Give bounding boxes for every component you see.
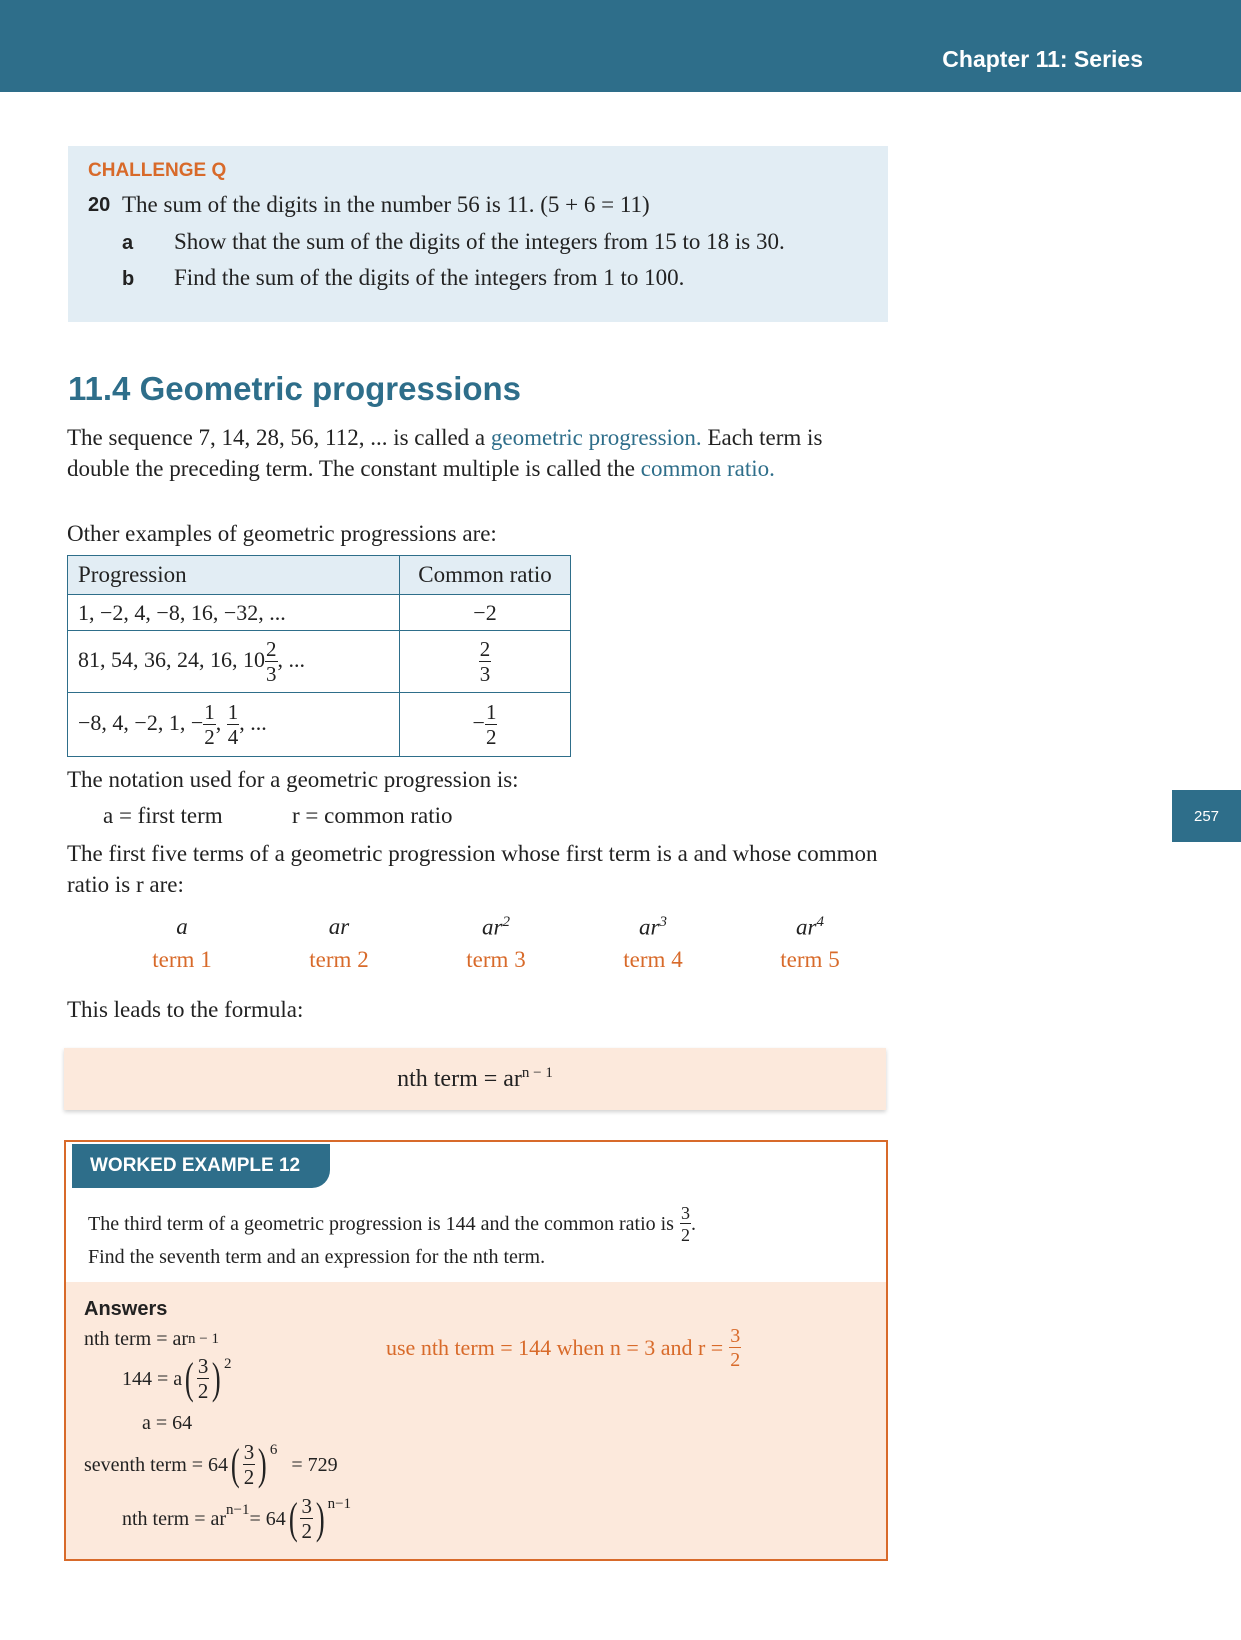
worked-example-note	[386, 1326, 741, 1370]
progressions-table	[67, 555, 571, 757]
term-expression	[122, 914, 242, 940]
math-text: nth term = ar	[122, 1507, 227, 1530]
term-expression	[750, 914, 870, 941]
denominator: 2	[204, 724, 215, 749]
numerator: 3	[197, 1354, 209, 1378]
left-paren: (	[288, 1494, 298, 1543]
term-base: ar	[639, 914, 660, 940]
answer-line	[122, 1496, 351, 1542]
table-header: Progression	[68, 556, 400, 595]
question-text: The third term of a geometric progression is 144 and the common ratio is	[88, 1213, 674, 1235]
term-exponent: 4	[816, 914, 824, 930]
progression-text: ,	[215, 709, 227, 735]
formula-exponent: n − 1	[521, 1065, 553, 1081]
numerator: 3	[680, 1203, 690, 1223]
math-exponent: 6	[269, 1442, 278, 1458]
math-text: = 729	[291, 1453, 338, 1476]
question-stem: The sum of the digits in the number 56 is 11. (5 + 6 = 11)	[122, 192, 650, 217]
keyword-geometric-progression: geometric progression.	[490, 425, 702, 450]
denominator: 2	[680, 1225, 690, 1245]
examples-intro: Other examples of geometric progressions are:	[67, 521, 497, 546]
answers-panel	[66, 1282, 886, 1559]
numerator: 2	[266, 636, 277, 661]
math-text: = 64	[249, 1507, 286, 1530]
term-base: ar	[482, 914, 503, 940]
math-text: nth term = ar	[84, 1328, 189, 1350]
fraction	[197, 1356, 210, 1402]
question-number: 20	[88, 194, 111, 216]
denominator: 2	[730, 1349, 741, 1371]
answer-line	[122, 1356, 231, 1402]
table-row	[68, 595, 571, 631]
period: .	[690, 1213, 696, 1235]
answer-line	[84, 1328, 219, 1351]
challenge-box	[68, 146, 888, 322]
numerator: 1	[227, 699, 239, 724]
table-row	[68, 693, 571, 757]
math-exponent: n−1	[327, 1496, 352, 1512]
term-expression	[593, 914, 713, 941]
part-text: Find the sum of the digits of the integers from 1 to 100.	[174, 265, 685, 290]
notation-a: a = first term	[103, 803, 223, 828]
term-label: term 2	[309, 947, 369, 972]
formula-box	[64, 1048, 886, 1110]
denominator: 2	[243, 1465, 255, 1489]
numerator: 2	[479, 636, 491, 661]
progression-text: −8, 4, −2, 1, −	[78, 709, 204, 735]
formula-text	[397, 1065, 553, 1093]
right-paren: )	[258, 1440, 267, 1489]
worked-example-title: WORKED EXAMPLE 12	[72, 1144, 330, 1188]
intro-text: The sequence 7, 14, 28, 56, 112, ... is called a	[67, 425, 491, 450]
challenge-title: CHALLENGE Q	[88, 160, 227, 181]
math-exponent: n − 1	[188, 1331, 219, 1347]
progression-text: , ...	[277, 646, 305, 672]
left-paren: (	[230, 1440, 240, 1489]
fraction	[227, 699, 240, 749]
right-paren: )	[212, 1354, 222, 1403]
term-expression	[436, 914, 556, 941]
keyword-common-ratio: common ratio.	[640, 456, 775, 481]
first-five-text: The first five terms of a geometric progression whose first term is a and whose common ratio is r are:	[67, 841, 878, 897]
progression-cell: 1, −2, 4, −8, 16, −32, ...	[68, 595, 400, 631]
ratio-cell	[400, 631, 571, 693]
term-label: term 4	[623, 947, 683, 972]
part-label: a	[122, 232, 134, 254]
fraction	[729, 1326, 741, 1370]
numerator: 3	[243, 1440, 255, 1464]
ratio-cell: −2	[400, 595, 571, 631]
numerator: 1	[485, 699, 497, 724]
term-base: ar	[796, 914, 817, 940]
page-number: 257	[1172, 790, 1241, 842]
term-exponent: 2	[502, 914, 510, 930]
denominator: 2	[197, 1379, 209, 1403]
denominator: 2	[301, 1519, 312, 1543]
progression-text: , ...	[239, 709, 267, 735]
right-paren: )	[315, 1494, 325, 1543]
fraction	[265, 636, 278, 686]
fraction	[485, 699, 498, 749]
section-title: 11.4 Geometric progressions	[68, 370, 522, 407]
notation-r: r = common ratio	[292, 803, 453, 828]
progression-cell	[68, 631, 400, 693]
math-text: 144 = a	[122, 1367, 183, 1390]
denominator: 2	[485, 724, 497, 749]
denominator: 3	[479, 661, 491, 686]
notation-intro: The notation used for a geometric progression is:	[67, 767, 519, 792]
intro-text: Each term is double the preceding term. The constant multiple is called the	[67, 425, 823, 481]
answers-title: Answers	[84, 1298, 168, 1320]
worked-example-question	[88, 1204, 696, 1270]
term-base: ar	[328, 914, 350, 939]
question-text: Find the seventh term and an expression for the nth term.	[88, 1246, 546, 1268]
numerator: 1	[204, 699, 215, 724]
answer-line: a = 64	[142, 1412, 193, 1434]
fraction	[300, 1496, 313, 1542]
fraction	[203, 699, 216, 749]
term-base: a	[176, 914, 188, 939]
formula-lhs: nth term = ar	[397, 1066, 522, 1092]
chapter-title: Chapter 11: Series	[942, 46, 1143, 72]
denominator: 3	[266, 661, 277, 686]
math-exponent: n−1	[226, 1502, 250, 1518]
term-expression	[279, 914, 399, 940]
ratio-cell	[400, 693, 571, 757]
leads-to-text: This leads to the formula:	[67, 997, 304, 1022]
note-text: use nth term = 144 when n = 3 and r =	[386, 1335, 724, 1360]
table-header: Common ratio	[400, 556, 571, 595]
answer-line	[84, 1442, 338, 1488]
term-label: term 5	[780, 947, 840, 972]
fraction	[479, 636, 492, 686]
left-paren: (	[185, 1354, 194, 1403]
intro-paragraph	[67, 422, 887, 484]
denominator: 4	[227, 724, 239, 749]
math-text: seventh term = 64	[84, 1453, 229, 1476]
progression-text: 81, 54, 36, 24, 16, 10	[78, 646, 265, 672]
ratio-sign: −	[472, 709, 485, 735]
worked-example-box	[64, 1140, 888, 1561]
fraction	[680, 1204, 691, 1244]
progression-cell	[68, 693, 400, 757]
term-label: term 3	[466, 947, 526, 972]
part-label: b	[122, 268, 135, 290]
term-exponent: 3	[659, 914, 667, 930]
term-label: term 1	[152, 947, 212, 972]
numerator: 3	[301, 1494, 312, 1518]
numerator: 3	[730, 1325, 741, 1347]
fraction	[243, 1442, 256, 1488]
table-row	[68, 631, 571, 693]
math-exponent: 2	[223, 1356, 232, 1372]
part-text: Show that the sum of the digits of the integers from 15 to 18 is 30.	[174, 229, 785, 254]
